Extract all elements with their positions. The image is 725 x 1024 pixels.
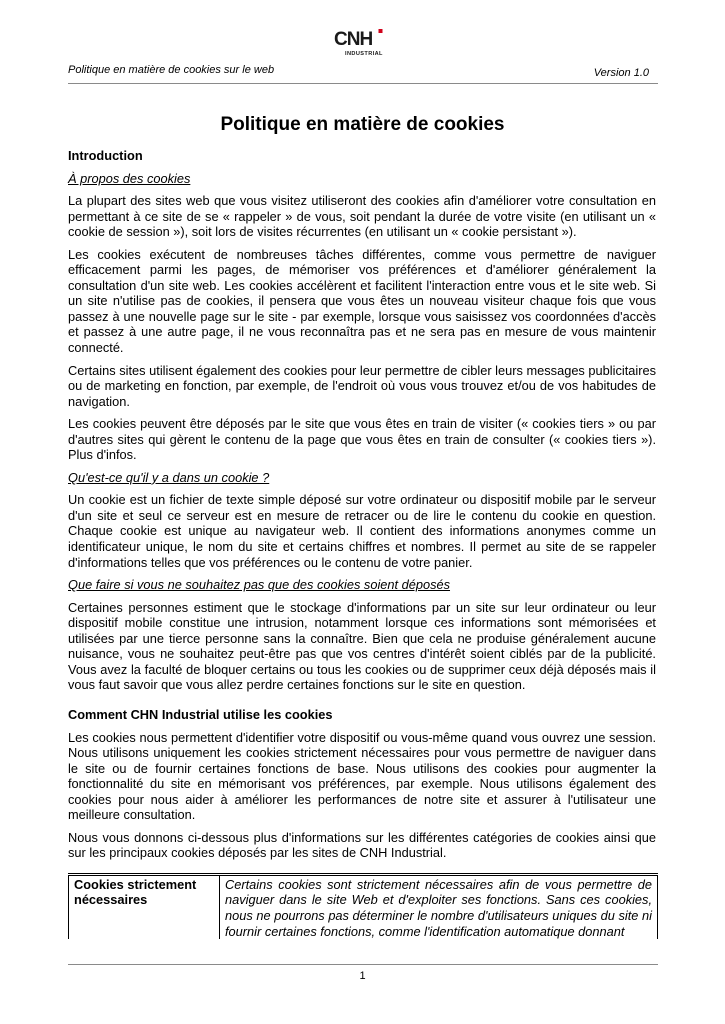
logo-accent: [379, 29, 383, 33]
cnh-industrial-logo: [333, 28, 387, 58]
paragraph: Les cookies nous permettent d'identifier votre dispositif ou vous-même quand vous ouvrez une session. Nous utilisons uniquement les cookies strictement nécessaires pour vous permettre de naviguer dans le site ou de fournir certaines fonctions de base. Nous utilisons des cookies pour augmenter la fonctionnalité du site en mémorisant vos préférences, par exemple. Nous utilisons également des cookies pour nous aider à améliorer les performances de notre site et assurer à l'utilisateur une meilleure consultation.: [68, 729, 656, 823]
page-title: Politique en matière de cookies: [220, 114, 505, 135]
table-cell-description: Certains cookies sont strictement nécessaires afin de vous permettre de naviguer dans le site Web et d'exploiter ses fonctions. Sans ces cookies, nous ne pourrons pas déterminer le nombre d'utilisateurs uniques du site ni fournir certaines fonctions, comme l'identification automatique donnant: [220, 874, 658, 939]
paragraph: Les cookies exécutent de nombreuses tâches différentes, comme vous permettre de naviguer efficacement parmi les pages, de mémoriser vos préférences et d'améliorer généralement la consultation d'un site web. Les cookies accélèrent et facilitent l'interaction entre vous et le site web. Si un site n'utilise pas de cookies, il pensera que vous êtes un nouveau visiteur chaque fois que vous passez à une nouvelle page sur le site - par exemple, lorsque vous saisissez vos coordonnées d'accès et passez à une autre page, il ne vous reconnaîtra pas et ne sera pas en mesure de vous maintenir connecté.: [68, 246, 656, 356]
paragraph: Certaines personnes estiment que le stockage d'informations par un site sur leur ordinateur ou leur dispositif mobile constitue une intrusion, notamment lorsque ces informations sont mémorisées et utilisées par une tierce personne sans la connaître. Bien que cela ne produise généralement aucune nuisance, vous ne souhaitez peut-être pas que vos centres d'intérêt soient ciblés par de la publicité. Vous avez la faculté de bloquer certains ou tous les cookies ou de supprimer ceux déjà déposés mais il vous faut savoir que vous allez perdre certaines fonctions sur le site en question.: [68, 599, 656, 693]
footer-rule: [68, 964, 658, 965]
page-number: 1: [359, 970, 366, 982]
table-row: [69, 874, 658, 939]
table-cell-category: Cookies strictement nécessaires: [69, 874, 220, 939]
paragraph: Les cookies peuvent être déposés par le site que vous êtes en train de visiter (« cookies tiers » ou par d'autres sites qui gèrent le contenu de la page que vous êtes en train de consulter (« cookies tiers »). Plus d'infos.: [68, 416, 656, 463]
header-document-title: Politique en matière de cookies sur le web: [68, 64, 275, 76]
section-heading-introduction: Introduction: [68, 148, 143, 163]
header-rule: [68, 83, 658, 84]
paragraph: La plupart des sites web que vous visitez utiliseront des cookies afin d'améliorer votre consultation en permettant à ce site de se « rappeler » de vous, soit pendant la durée de votre visite (en utilisant un « cookie de session »), soit lors de visites récurrentes (en utilisant un « cookie persistant »).: [68, 193, 656, 240]
document-body: [68, 148, 656, 939]
cookie-categories-table: [68, 873, 658, 939]
logo-subtext: INDUSTRIAL: [345, 51, 383, 57]
subheading-whats-in-cookie: Qu'est-ce qu'il y a dans un cookie ?: [68, 469, 270, 485]
paragraph: Certains sites utilisent également des cookies pour leur permettre de cibler leurs messages publicitaires ou de marketing en fonction, par exemple, de l'endroit où vous vous trouvez et/ou de vos habitudes de navigation.: [68, 362, 656, 409]
paragraph: Un cookie est un fichier de texte simple déposé sur votre ordinateur ou dispositif mobile par le serveur d'un site et seul ce serveur est en mesure de retracer ou de lire le contenu du cookie en question. Chaque cookie est unique au navigateur web. Il contient des informations anonymes comme un identificateur unique, le nom du site et certains chiffres et nombres. Il permet au site de se rappeler d'informations telles que vos préférences ou le contenu de votre panier.: [68, 492, 656, 570]
section-heading-cnh-usage: Comment CHN Industrial utilise les cookies: [68, 706, 333, 722]
subheading-refuse-cookies: Que faire si vous ne souhaitez pas que des cookies soient déposés: [68, 577, 451, 593]
logo-text: CNH: [334, 29, 373, 50]
paragraph: Nous vous donnons ci-dessous plus d'informations sur les différentes catégories de cookies ainsi que sur les principaux cookies déposés par les sites de CNH Industrial.: [68, 829, 656, 861]
subheading-about-cookies: À propos des cookies: [68, 170, 191, 186]
header-version: Version 1.0: [593, 67, 649, 79]
